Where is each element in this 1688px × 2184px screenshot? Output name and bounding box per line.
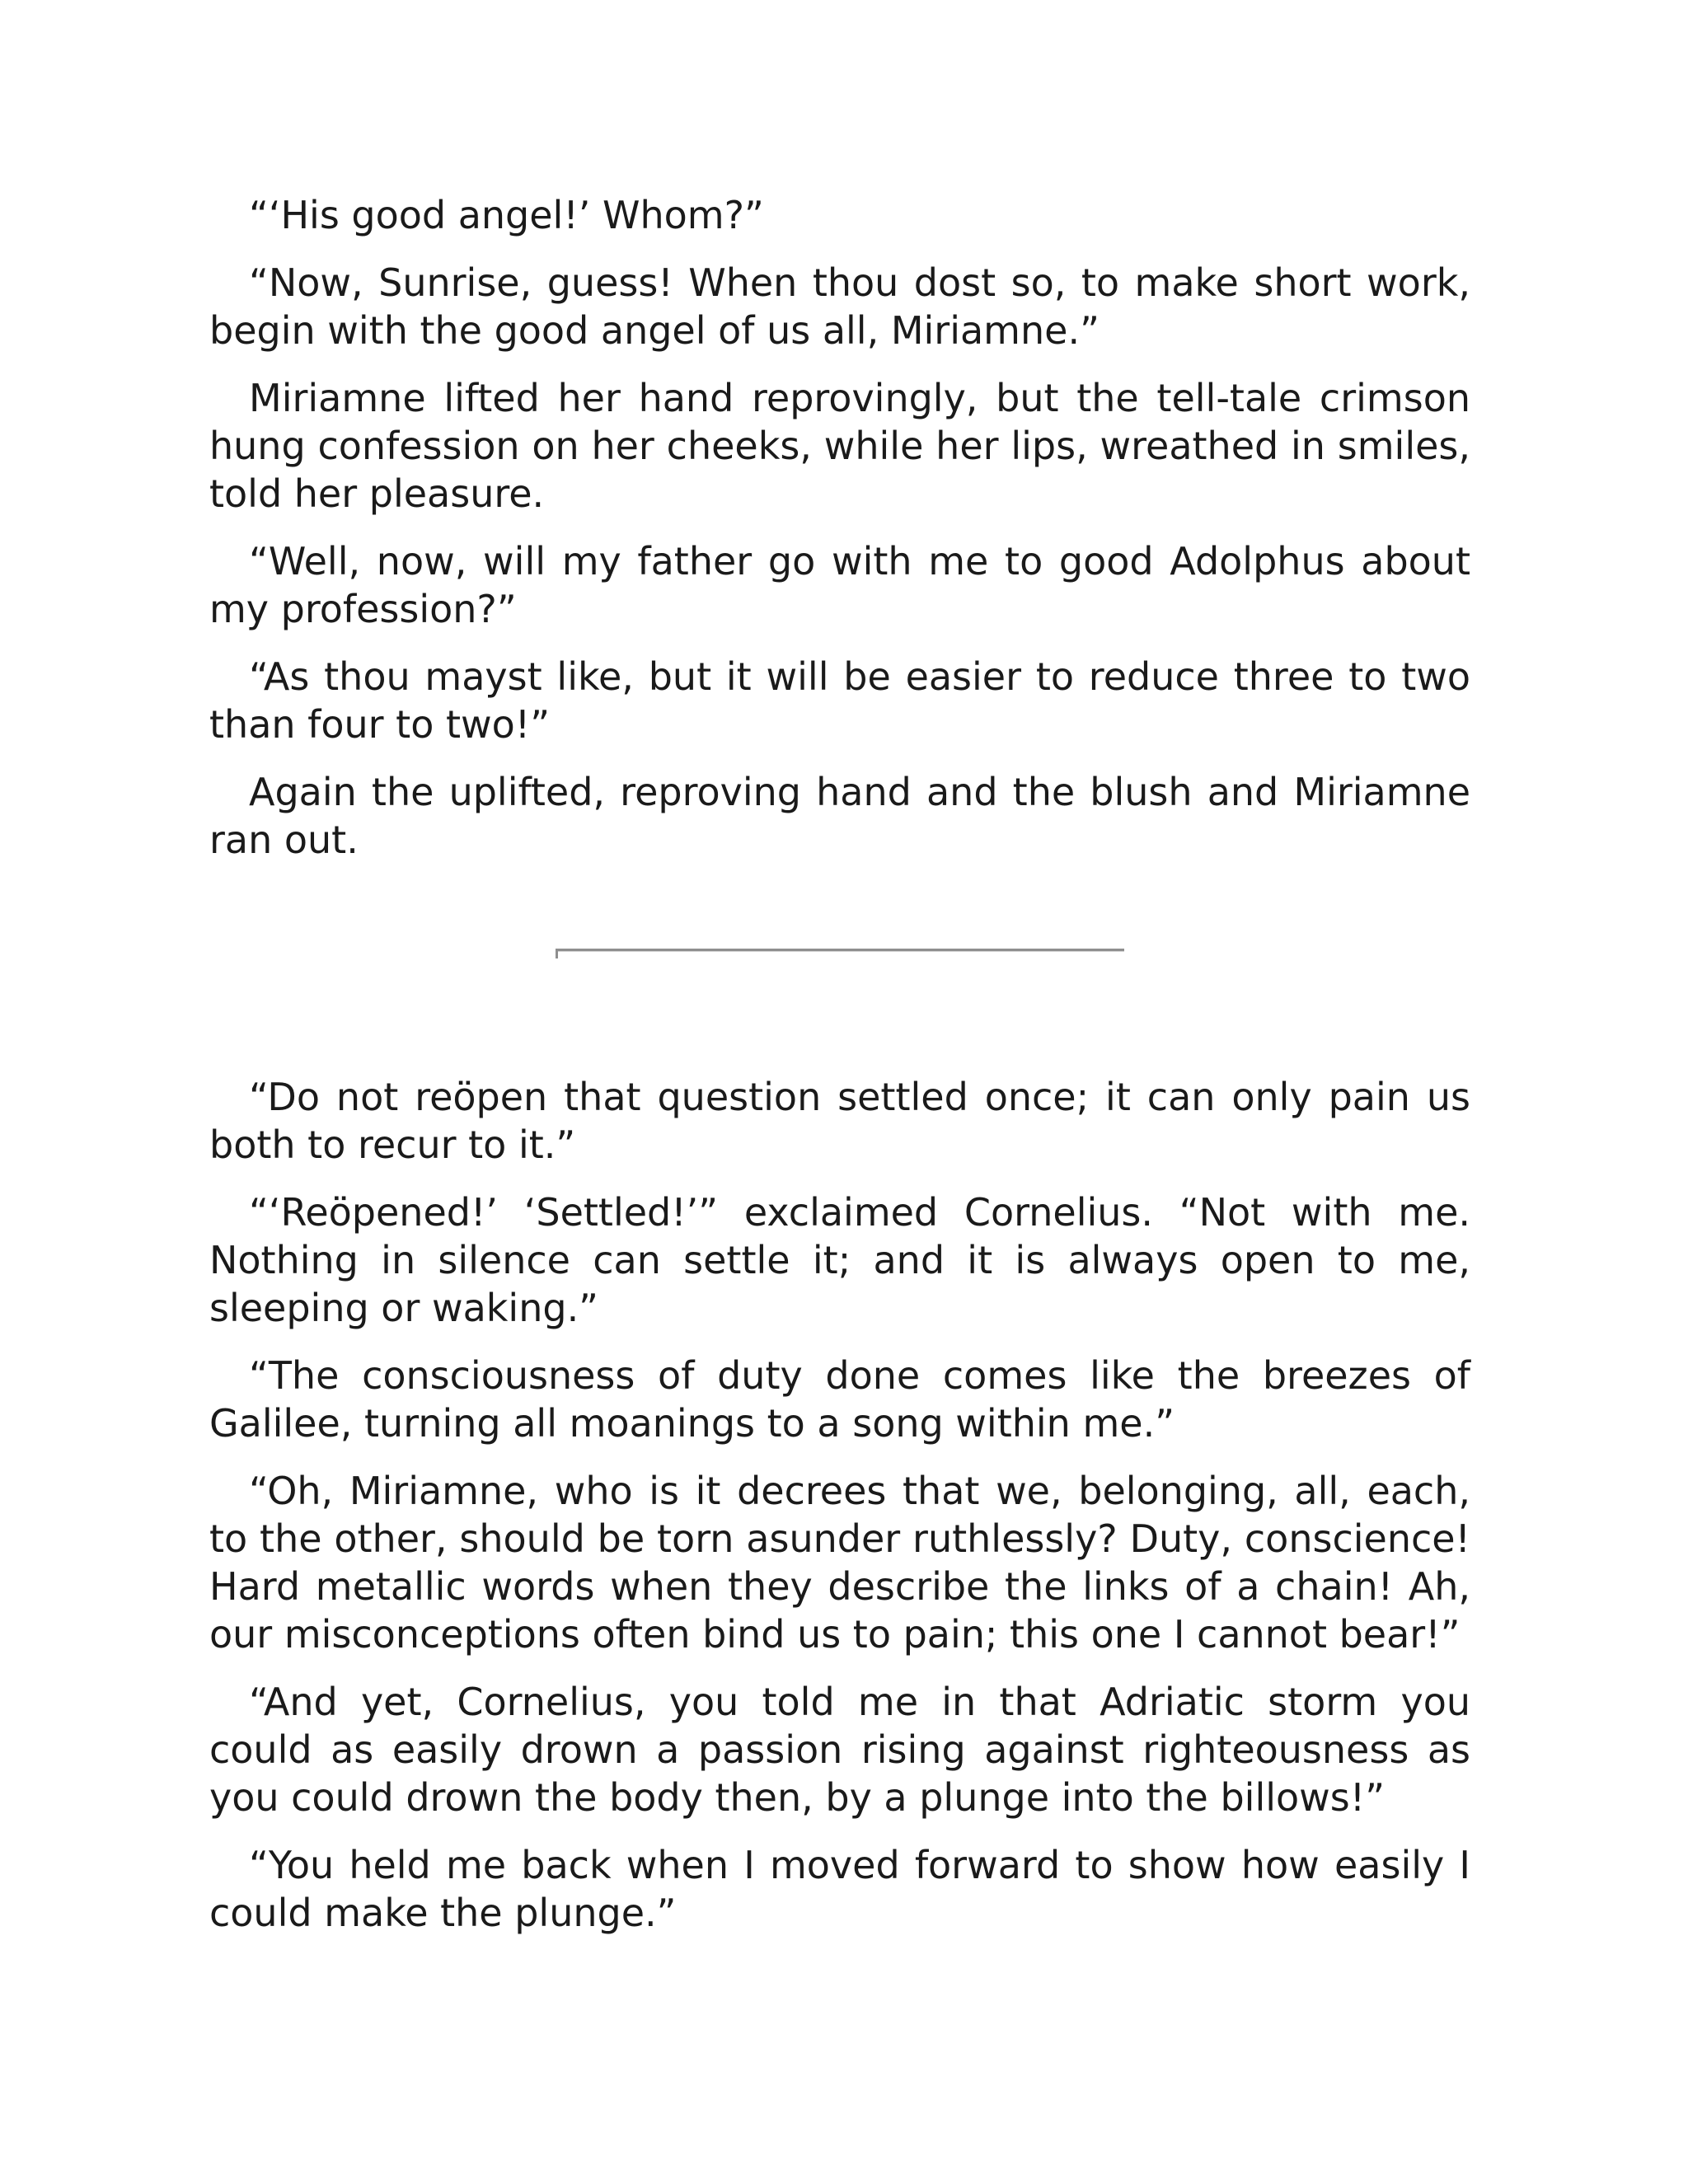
paragraph: “And yet, Cornelius, you told me in that Adriatic storm you could as easily drown a passion rising against righteousness as you could drown the body then, by a plunge into the billows!” bbox=[209, 1680, 1470, 1820]
paragraph: “‘Reöpened!’ ‘Settled!’” exclaimed Cornelius. “Not with me. Nothing in silence can settle it; and it is always open to me, sleeping or waking.” bbox=[209, 1190, 1470, 1330]
paragraph: “‘His good angel!’ Whom?” bbox=[249, 193, 764, 237]
paragraph: “As thou mayst like, but it will be easier to reduce three to two than four to two!” bbox=[209, 654, 1470, 747]
paragraph: “Well, now, will my father go with me to good Adolphus about my profession?” bbox=[209, 539, 1470, 631]
page-body bbox=[209, 191, 1470, 1957]
paragraph: Miriamne lifted her hand reprovingly, but the tell-tale crimson hung confession on her cheeks, while her lips, wreathed in smiles, told her pleasure. bbox=[209, 376, 1470, 516]
paragraph: Again the uplifted, reproving hand and the blush and Miriamne ran out. bbox=[209, 770, 1470, 862]
paragraph: “The consciousness of duty done comes like the breezes of Galilee, turning all moanings to a song within me.” bbox=[209, 1353, 1470, 1446]
section-break bbox=[209, 883, 1470, 1073]
paragraph: “Oh, Miriamne, who is it decrees that we, belonging, all, each, to the other, should be torn asunder ruthlessly? Duty, conscience! Hard metallic words when they describe the links of a chain! Ah, our misconceptions often bind us to pain; this one I cannot bear!” bbox=[209, 1469, 1470, 1657]
horizontal-rule bbox=[556, 949, 1124, 952]
paragraph: “Do not reöpen that question settled once; it can only pain us both to recur to it.” bbox=[209, 1075, 1470, 1167]
paragraph: “Now, Sunrise, guess! When thou dost so, to make short work, begin with the good angel of us all, Miriamne.” bbox=[209, 260, 1470, 353]
paragraph: “You held me back when I moved forward to show how easily I could make the plunge.” bbox=[209, 1843, 1470, 1935]
